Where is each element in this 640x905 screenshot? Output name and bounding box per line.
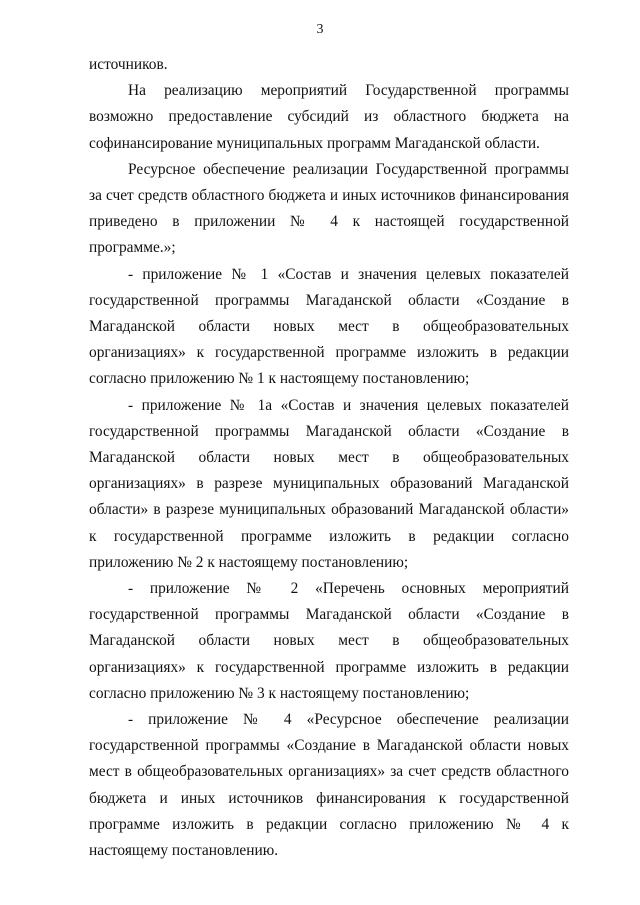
list-item-appendix-1a: - приложение № 1а «Состав и значения целевых показателей государственной программы Магаданской области «Создание в Магаданской области новых мест в общеобразовательных организациях» в разрезе муниципальных образований Магаданской области» в разрезе муниципальных образований Магаданской области» к государственной программе изложить в редакции согласно приложению № 2 к настоящему постановлению; — [89, 396, 569, 571]
paragraph-continuation: источников. — [89, 56, 168, 73]
list-item-appendix-1: - приложение № 1 «Состав и значения целевых показателей государственной программы Магаданской области «Создание в Магаданской области новых мест в общеобразовательных организациях» к государственной программе изложить в редакции согласно приложению № 1 к настоящему постановлению; — [89, 265, 569, 388]
document-body — [89, 52, 569, 864]
list-item-appendix-2: - приложение № 2 «Перечень основных мероприятий государственной программы Магаданской области «Создание в Магаданской области новых мест в общеобразовательных организациях» к государственной программе изложить в редакции согласно приложению № 3 к настоящему постановлению; — [89, 580, 569, 702]
paragraph-resource-provision: Ресурсное обеспечение реализации Государственной программы за счет средств областного бюджета и иных источников финансирования приведено в приложении № 4 к настоящей государственной программе.»; — [89, 160, 569, 257]
paragraph-subsidies: На реализацию мероприятий Государственной программы возможно предоставление субсидий из областного бюджета на софинансирование муниципальных программ Магаданской области. — [89, 82, 569, 152]
page-number: 3 — [316, 22, 324, 37]
list-item-appendix-4: - приложение № 4 «Ресурсное обеспечение реализации государственной программы «Создание в Магаданской области новых мест в общеобразовательных организациях» за счет средств областного бюджета и иных источников финансирования к государственной программе изложить в редакции согласно приложению № 4 к настоящему постановлению. — [89, 711, 569, 860]
